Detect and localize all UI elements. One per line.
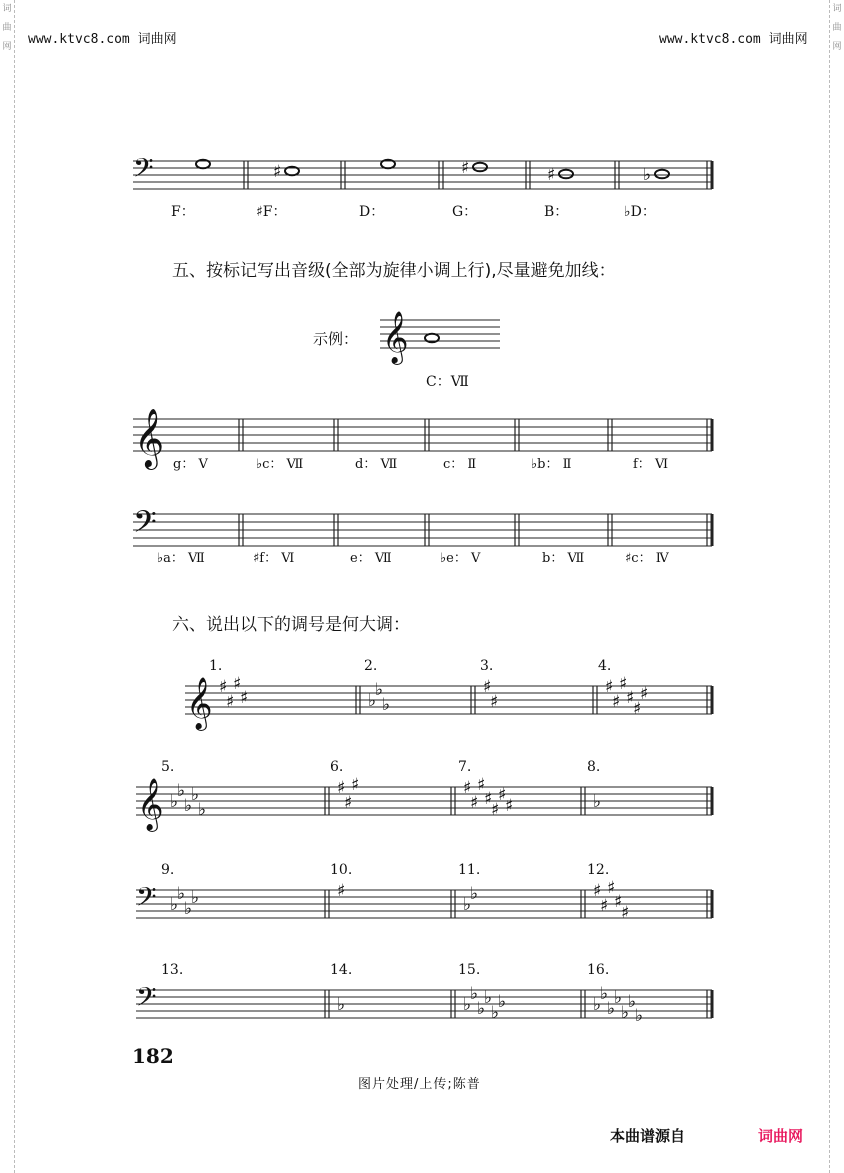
section5-treble-label-3: d： Ⅶ (355, 457, 398, 472)
section5-treble-label-4: c： Ⅱ (443, 457, 477, 472)
flat-sign: ♭ (470, 984, 479, 1004)
flat-sign: ♭ (498, 992, 507, 1012)
flat-sign: ♭ (614, 988, 623, 1008)
section6-heading: 六、说出以下的调号是何大调： (172, 615, 410, 635)
flat-sign: ♭ (368, 691, 377, 711)
flat-sign: ♭ (635, 1006, 644, 1026)
sharp-sign: ♯ (633, 699, 642, 719)
section6-number-6: 6. (330, 759, 344, 775)
flat-sign: ♭ (337, 995, 346, 1015)
section6-number-4: 4. (598, 658, 612, 674)
flat-sign: ♭ (375, 680, 384, 700)
sharp-sign: ♯ (491, 800, 500, 820)
flat-sign: ♭ (170, 895, 179, 915)
sharp-sign: ♯ (614, 892, 623, 912)
bass-clef: 𝄢 (133, 504, 157, 547)
sharp-sign: ♯ (219, 677, 228, 697)
treble-clef: 𝄞 (186, 676, 213, 729)
bass-clef: 𝄢 (133, 152, 154, 190)
staff1-note-6 (655, 170, 669, 179)
header-url-left[interactable]: www.ktvc8.com 词曲网 (28, 32, 177, 47)
section5-bass-label-3: e： Ⅶ (350, 551, 392, 566)
section6-number-16: 16. (587, 962, 610, 978)
footer-source-label: 本曲谱源自 (610, 1127, 686, 1145)
staff1-label-4: G： (452, 204, 478, 220)
sharp-sign: ♯ (240, 688, 249, 708)
staff1-label-2: ♯F： (256, 204, 287, 220)
flat-sign: ♭ (607, 999, 616, 1019)
staff1-note-4 (473, 163, 487, 172)
staff1-label-5: B： (544, 204, 569, 220)
flat-sign: ♭ (477, 999, 486, 1019)
bass-clef: 𝄢 (136, 881, 157, 919)
section6-number-11: 11. (458, 862, 481, 878)
flat-sign: ♭ (593, 995, 602, 1015)
example-caption: C：Ⅶ (426, 374, 469, 390)
staff1-label-3: D： (359, 204, 385, 220)
flat-sign: ♭ (198, 800, 207, 820)
sharp-sign: ♯ (600, 896, 609, 916)
section6-number-2: 2. (364, 658, 378, 674)
section5-treble-label-6: f： Ⅵ (633, 457, 669, 472)
sharp-sign: ♯ (607, 878, 616, 898)
image-credit: 图片处理/上传;陈普 (358, 1077, 481, 1092)
sharp-sign: ♯ (477, 775, 486, 795)
flat-sign: ♭ (177, 884, 186, 904)
section5-heading: 五、按标记写出音级(全部为旋律小调上行),尽量避免加线： (172, 261, 616, 281)
flat-sign: ♭ (491, 1003, 500, 1023)
flat-sign: ♭ (382, 695, 391, 715)
sharp-sign: ♯ (505, 796, 514, 816)
section6-number-5: 5. (161, 759, 175, 775)
sharp-sign: ♯ (461, 158, 470, 178)
section5-bass-label-2: ♯f： Ⅵ (253, 551, 295, 566)
sharp-sign: ♯ (593, 881, 602, 901)
flat-sign: ♭ (470, 884, 479, 904)
sharp-sign: ♯ (490, 692, 499, 712)
section6-number-10: 10. (330, 862, 353, 878)
sharp-sign: ♯ (484, 789, 493, 809)
left-watermark-text: 词 曲 网 (2, 4, 12, 52)
flat-sign: ♭ (170, 792, 179, 812)
section6-number-1: 1. (209, 658, 223, 674)
right-watermark-text: 词 曲 网 (832, 4, 842, 52)
flat-sign: ♭ (643, 165, 652, 185)
sharp-sign: ♯ (605, 677, 614, 697)
section6-number-15: 15. (458, 962, 481, 978)
treble-clef: 𝄞 (382, 310, 409, 363)
section5-treble-label-5: ♭b： Ⅱ (531, 457, 572, 472)
section6-number-12: 12. (587, 862, 610, 878)
sharp-sign: ♯ (498, 785, 507, 805)
flat-sign: ♭ (600, 984, 609, 1004)
sharp-sign: ♯ (621, 903, 630, 923)
sharp-sign: ♯ (337, 778, 346, 798)
sharp-sign: ♯ (612, 692, 621, 712)
flat-sign: ♭ (621, 1003, 630, 1023)
section5-bass-label-1: ♭a： Ⅶ (157, 551, 205, 566)
flat-sign: ♭ (191, 785, 200, 805)
header-url-right[interactable]: www.ktvc8.com 词曲网 (659, 32, 808, 47)
flat-sign: ♭ (191, 888, 200, 908)
section6-number-7: 7. (458, 759, 472, 775)
treble-clef: 𝄞 (137, 777, 164, 830)
section5-bass-label-5: b： Ⅶ (542, 551, 585, 566)
section5-bass-label-6: ♯c： Ⅳ (625, 551, 669, 566)
sharp-sign: ♯ (619, 674, 628, 694)
section6-number-14: 14. (330, 962, 353, 978)
sharp-sign: ♯ (626, 688, 635, 708)
sharp-sign: ♯ (337, 881, 346, 901)
footer-logo[interactable]: 词曲网 (758, 1127, 804, 1145)
section6-number-8: 8. (587, 759, 601, 775)
section5-treble-label-2: ♭c： Ⅶ (256, 457, 304, 472)
section6-number-13: 13. (161, 962, 184, 978)
staff1-label-1: F： (171, 204, 195, 220)
flat-sign: ♭ (593, 792, 602, 812)
section5-treble-label-1: g： Ⅴ (173, 457, 208, 472)
flat-sign: ♭ (463, 895, 472, 915)
sharp-sign: ♯ (351, 775, 360, 795)
section6-number-3: 3. (480, 658, 494, 674)
section6-number-9: 9. (161, 862, 175, 878)
sharp-sign: ♯ (344, 793, 353, 813)
flat-sign: ♭ (484, 988, 493, 1008)
page-number: 182 (132, 1044, 174, 1068)
sharp-sign: ♯ (233, 674, 242, 694)
sharp-sign: ♯ (463, 778, 472, 798)
sharp-sign: ♯ (483, 677, 492, 697)
section5-bass-label-4: ♭e： Ⅴ (440, 551, 481, 566)
staff1-note-5 (559, 170, 573, 179)
sharp-sign: ♯ (470, 793, 479, 813)
flat-sign: ♭ (184, 796, 193, 816)
sharp-sign: ♯ (640, 684, 649, 704)
treble-clef: 𝄞 (134, 408, 165, 468)
sharp-sign: ♯ (273, 162, 282, 182)
sharp-sign: ♯ (547, 165, 556, 185)
example-label: 示例： (313, 330, 359, 348)
flat-sign: ♭ (628, 992, 637, 1012)
bass-clef: 𝄢 (136, 981, 157, 1019)
flat-sign: ♭ (184, 899, 193, 919)
staff1-label-6: ♭D： (624, 204, 656, 220)
flat-sign: ♭ (177, 781, 186, 801)
sharp-sign: ♯ (226, 692, 235, 712)
flat-sign: ♭ (463, 995, 472, 1015)
